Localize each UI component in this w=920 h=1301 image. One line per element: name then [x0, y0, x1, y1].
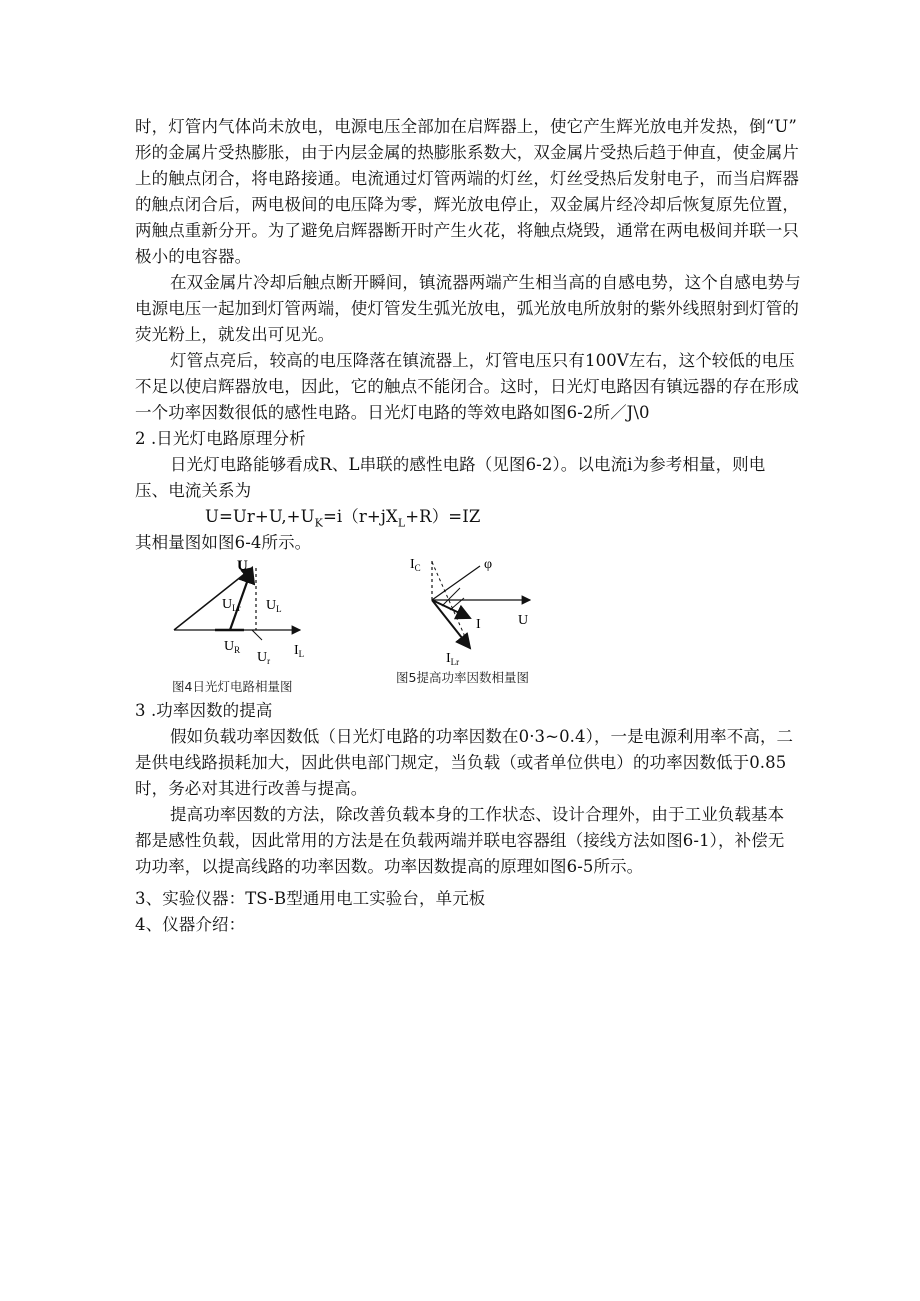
label-U: U: [518, 613, 529, 628]
phasor-diagram-fig5: [402, 548, 552, 668]
label-text: I: [294, 643, 299, 658]
phi-line: [432, 566, 480, 600]
label-subscript: L: [276, 604, 282, 614]
text-line: 假如负载功率因数低（日光灯电路的功率因数在0·3~0.4），一是电源利用率不高，二: [170, 727, 794, 746]
text-line: 日光灯电路能够看成R、L串联的感性电路（见图6-2）。以电流i为参考相量，则电: [170, 455, 766, 474]
figure-caption: 图4日光灯电路相量图: [172, 679, 293, 694]
section-heading: 2 .日光灯电路原理分析: [135, 429, 306, 448]
label-subscript: L: [298, 649, 305, 659]
text-line: 时，灯管内气体尚未放电，电源电压全部加在启辉器上，使它产生辉光放电并发热，倒“U”: [135, 117, 797, 136]
text-line: 功功率，以提高线路的功率因数。功率因数提高的原理如图6-5所示。: [135, 857, 644, 876]
section-heading: 3、实验仪器：TS-B型通用电工实验台，单元板: [135, 889, 486, 908]
label-subscript: r: [267, 656, 271, 666]
label-text: U: [266, 598, 277, 613]
text-line: 不足以使启辉器放电，因此，它的触点不能闭合。这时，日光灯电路因有镇远器的存在形成: [135, 377, 799, 396]
formula-part: U=Ur+U,+U: [205, 507, 315, 526]
label-subscript: C: [414, 563, 421, 573]
text-line: 都是感性负载，因此常用的方法是在负载两端并联电容器组（接线方法如图6-1），补偿无: [135, 831, 785, 850]
label-U: U: [237, 558, 248, 574]
text-line: 形的金属片受热膨胀，由于内层金属的热膨胀系数大，双金属片受热后趋于伸直，使金属片: [135, 143, 799, 162]
dashed-line: [432, 562, 470, 648]
text-line: 提高功率因数的方法，除改善负载本身的工作状态、设计合理外，由于工业负载基本: [170, 805, 785, 824]
label-I: I: [476, 617, 481, 632]
label-text: U: [222, 597, 233, 612]
label-text: I: [410, 557, 415, 572]
label-subscript: R: [234, 645, 241, 655]
formula-subscript: K: [314, 516, 323, 530]
formula-subscript: L: [397, 516, 406, 530]
text-line: 在双金属片冷却后触点断开瞬间，镇流器两端产生相当高的自感电势，这个自感电势与: [170, 273, 801, 292]
label-IC: [410, 557, 421, 573]
label-text: I: [446, 651, 451, 666]
text-line: 荧光粉上，就发出可见光。: [135, 325, 335, 344]
text-line: 其相量图如图6-4所示。: [135, 533, 312, 552]
text-line: 压、电流关系为: [135, 481, 252, 500]
figure-caption: 图5提高功率因数相量图: [396, 670, 529, 685]
label-subscript: Lr: [450, 657, 460, 667]
label-text: U: [257, 650, 268, 665]
label-phi: φ: [484, 557, 493, 572]
formula-part: =i（r+jX: [322, 507, 398, 526]
text-line: 的触点闭合后，两电极间的电压降为零，辉光放电停止，双金属片经冷却后恢复原先位置，: [135, 195, 799, 214]
text-line: 灯管点亮后，较高的电压降落在镇流器上，灯管电压只有100V左右，这个较低的电压: [170, 351, 795, 370]
phasor-diagram-fig4: [160, 550, 340, 675]
formula-part: +R）=IZ: [405, 507, 481, 526]
text-line: 是供电线路损耗加大，因此供电部门规定，当负载（或者单位供电）的功率因数低于0.85: [135, 753, 787, 772]
text-line: 两触点重新分开。为了避免启辉器断开时产生火花，将触点烧毁，通常在两电极间并联一只: [135, 221, 799, 240]
text-line: 一个功率因数很低的感性电路。日光灯电路的等效电路如图6-2所／J\0: [135, 403, 650, 422]
label-UR: [224, 639, 240, 655]
text-line: 电源电压一起加到灯管两端，使灯管发生弧光放电，弧光放电所放射的紫外线照射到灯管的: [135, 299, 799, 318]
text-line: 时，务必对其进行改善与提高。: [135, 779, 368, 798]
label-IL: [294, 643, 304, 659]
label-UL: [266, 598, 282, 614]
label-ULr: [222, 597, 241, 613]
section-heading: 4、仪器介绍：: [135, 915, 246, 934]
text-line: 上的触点闭合，将电路接通。电流通过灯管两端的灯丝，灯丝受热后发射电子，而当启辉器: [135, 169, 799, 188]
label-subscript: Lr: [232, 603, 241, 613]
section-heading: 3 .功率因数的提高: [135, 701, 273, 720]
label-text: U: [224, 639, 235, 654]
phasor-Ur: [252, 630, 262, 640]
label-ILr: [446, 651, 459, 667]
text-line: 极小的电容器。: [135, 247, 252, 266]
phasor-ILr: [432, 600, 470, 648]
label-Ur: [257, 650, 270, 666]
